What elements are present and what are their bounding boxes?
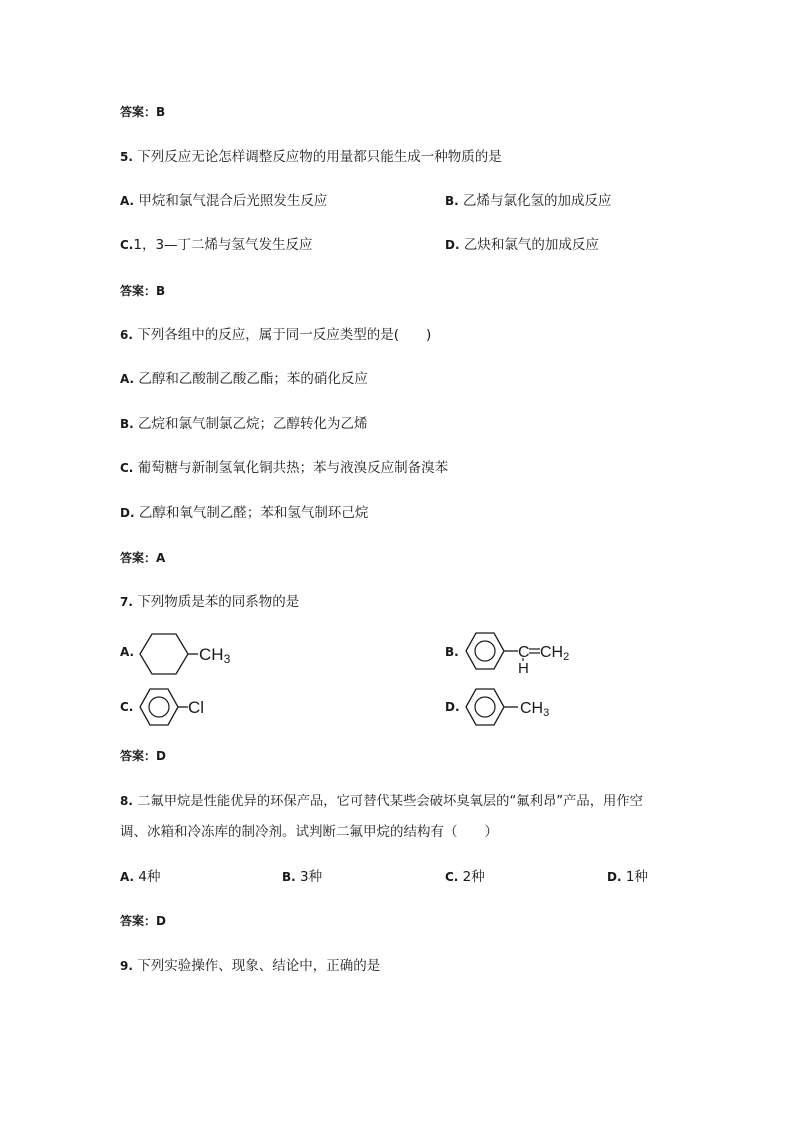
aromatic-circle [475,697,495,717]
styrene-structure [462,630,582,674]
chlorine-label: Cl [188,698,205,717]
answer-q7: 答案：D [120,749,166,763]
benzene-ring [466,689,504,725]
answer-q4: 答案：B [120,105,166,119]
q6-option-b: B. 乙烷和氯气制氯乙烷；乙醇转化为乙烯 [120,416,368,432]
q8-option-c: C. 2种 [445,869,485,885]
aromatic-circle [149,697,169,717]
benzene-ring [466,633,504,669]
question-8-stem-line2: 调、冰箱和冷冻库的制冷剂。试判断二氟甲烷的结构有（ ） [120,824,498,840]
q7-option-c-letter: C. [120,700,134,714]
question-9-stem: 9. 下列实验操作、现象、结论中，正确的是 [120,958,381,974]
q8-option-d: D. 1种 [607,869,648,885]
vinyl-h-label: H [518,660,529,674]
answer-q5: 答案：B [120,284,166,298]
q6-option-a: A. 乙醇和乙酸制乙酸乙酯；苯的硝化反应 [120,371,368,387]
question-7-stem: 7. 下列物质是苯的同系物的是 [120,594,300,610]
q6-option-c: C. 葡萄糖与新制氢氧化铜共热；苯与液溴反应制备溴苯 [120,460,449,476]
ch2-label: CH2 [540,644,570,663]
q5-option-a: A. 甲烷和氯气混合后光照发生反应 [120,193,328,209]
answer-q8: 答案：D [120,914,166,928]
q8-option-b: B. 3种 [282,869,323,885]
cyclohexane-ring [140,634,188,674]
aromatic-circle [475,641,495,661]
methylcyclohexane-structure [136,628,246,676]
question-5-stem: 5. 下列反应无论怎样调整反应物的用量都只能生成一种物质的是 [120,149,502,165]
q7-option-d-letter: D. [445,700,460,714]
q5-option-c: C.1，3—丁二烯与氢气发生反应 [120,237,313,253]
methyl-group-label: CH3 [520,700,550,719]
q5-option-b: B. 乙烯与氯化氢的加成反应 [445,193,612,209]
question-6-stem: 6. 下列各组中的反应，属于同一反应类型的是( ) [120,327,432,343]
toluene-structure [462,686,562,730]
q5-option-d: D. 乙炔和氯气的加成反应 [445,237,599,253]
benzene-ring [140,689,178,725]
q7-option-b-letter: B. [445,645,459,659]
question-8-stem-line1: 8. 二氟甲烷是性能优异的环保产品，它可替代某些会破坏臭氧层的“氟利昂”产品，用作空 [120,794,643,809]
methyl-group-label: CH3 [199,645,231,666]
q6-option-d: D. 乙醇和氧气制乙醛；苯和氢气制环己烷 [120,505,369,521]
vinyl-carbon-label: C [518,644,530,661]
answer-q6: 答案：A [120,551,166,565]
q8-option-a: A. 4种 [120,869,161,885]
q7-option-a-letter: A. [120,645,135,659]
chlorobenzene-structure [136,686,226,730]
